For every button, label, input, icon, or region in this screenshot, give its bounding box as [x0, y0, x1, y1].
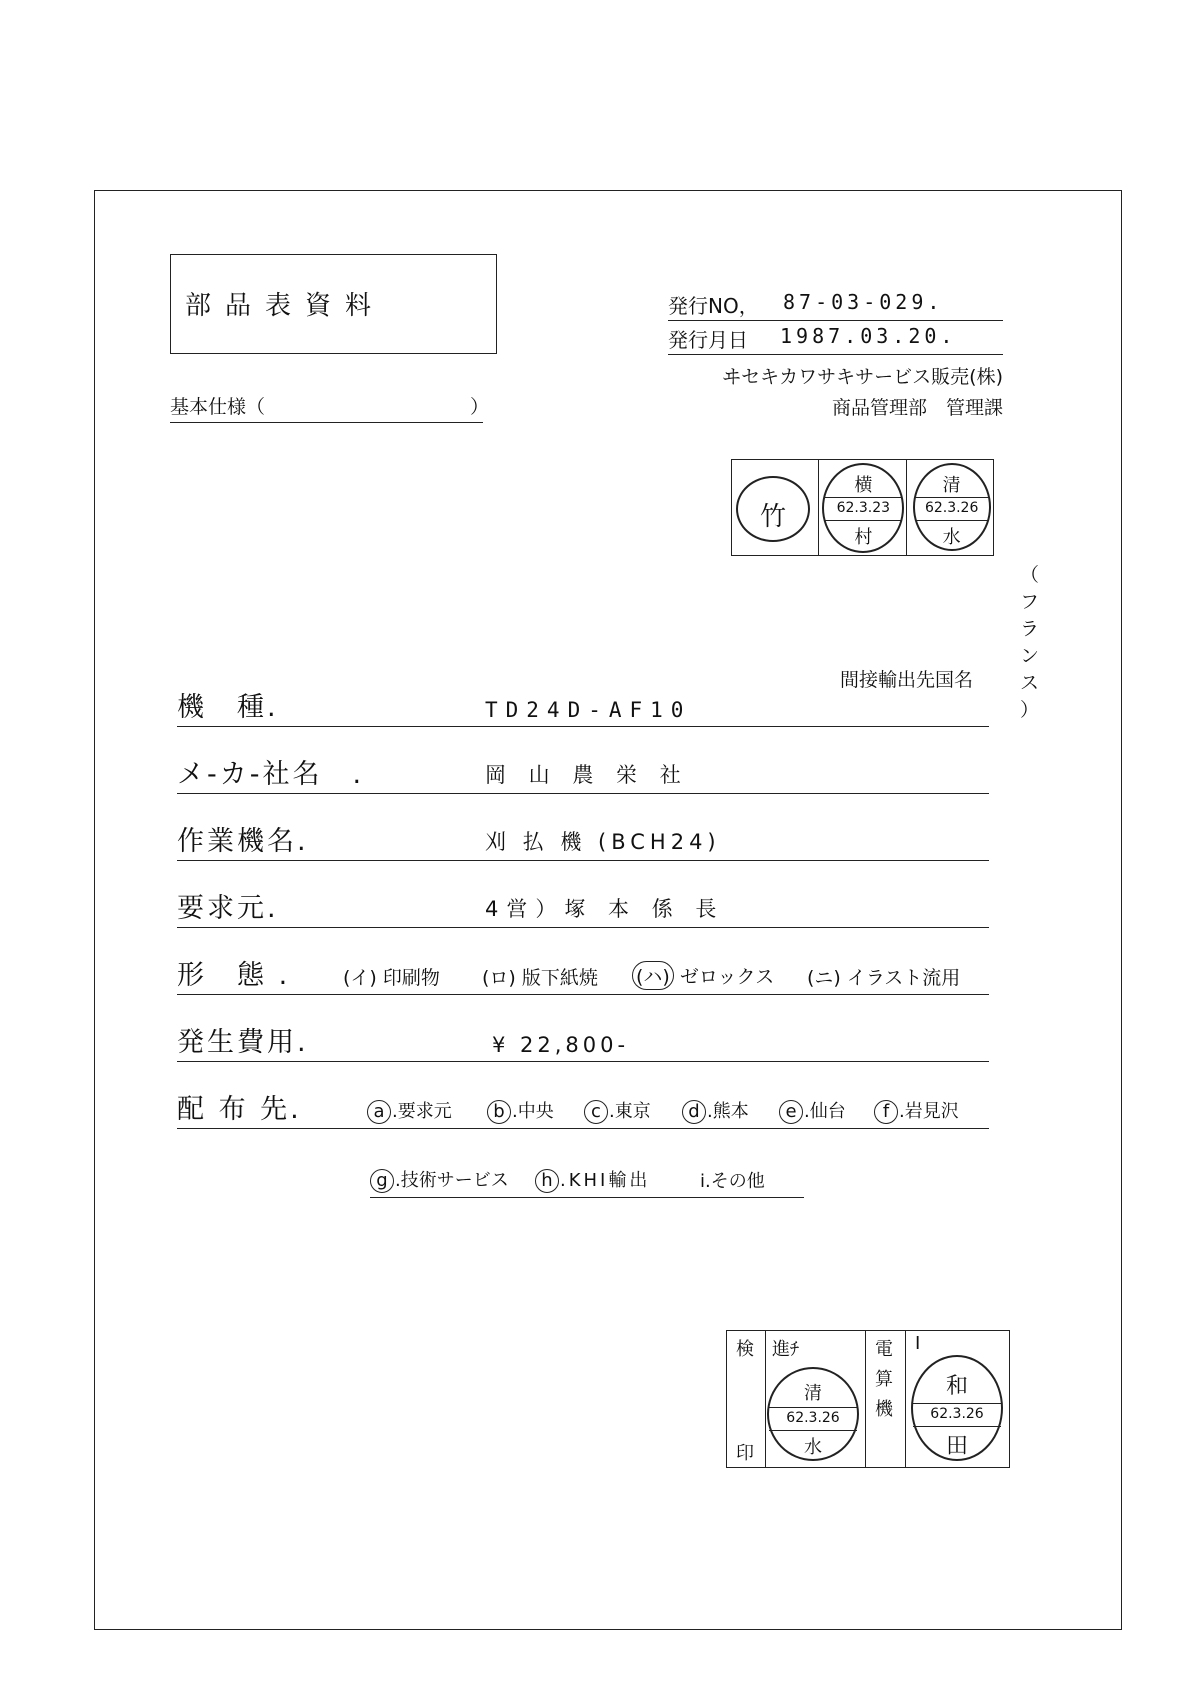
computer-label-3: 機 — [875, 1399, 893, 1420]
requester-label: 要求元. — [177, 893, 279, 924]
basic-spec-close: ） — [470, 396, 490, 418]
cost-row — [177, 1025, 989, 1062]
approval-stamp-cell-1 — [732, 460, 819, 555]
distribution-option: b .中央 — [487, 1097, 554, 1124]
circled-letter: f — [874, 1100, 898, 1124]
work-machine-row — [177, 824, 989, 861]
model-value: TD24D-AF10 — [485, 698, 692, 722]
issue-date-value: 1987.03.20. — [780, 324, 957, 348]
issue-date-label: 発行月日 — [668, 328, 748, 352]
date-stamp — [822, 463, 904, 553]
computer-date-stamp: 和 62.3.26 田 — [911, 1355, 1003, 1461]
distribution-option: f .岩見沢 — [874, 1097, 959, 1124]
computer-label-2: 算 — [875, 1369, 893, 1390]
date-stamp-bottom: 村 — [854, 527, 873, 548]
issue-number-line — [668, 288, 1003, 321]
form-option-print — [343, 963, 440, 990]
approval-stamp-cell-2 — [819, 460, 906, 555]
distribution-option: h .KHI輸出 — [535, 1166, 650, 1193]
issue-number-label: 発行NO， — [668, 294, 759, 318]
work-machine-value: 刈 払 機 (BCH24) — [485, 830, 721, 854]
maker-row — [177, 757, 989, 794]
computer-label-1: 電 — [875, 1339, 893, 1360]
date-stamp-top: 横 — [854, 475, 873, 496]
distribution-option: i.その他 — [700, 1171, 765, 1192]
circled-letter: e — [779, 1100, 803, 1124]
cost-label: 発生費用. — [177, 1027, 309, 1058]
date-stamp-date: 62.3.26 — [924, 500, 979, 516]
progress-date-stamp: 清 62.3.26 水 — [767, 1367, 859, 1461]
circled-letter: h — [535, 1169, 559, 1193]
approval-stamp-table — [731, 459, 994, 556]
distribution-option: e .仙台 — [779, 1097, 846, 1124]
requester-value: 4営）塚 本 係 長 — [485, 897, 725, 921]
form-label: 形 態 . — [177, 960, 291, 991]
model-label: 機 種. — [177, 692, 279, 723]
company-name: ヰセキカワサキサービス販売(株) — [722, 366, 1003, 388]
work-machine-label: 作業機名. — [177, 826, 309, 857]
issue-number-value: 87-03-029. — [783, 290, 944, 314]
distribution-option: g .技術サービス — [370, 1166, 509, 1193]
progress-label: 進ﾁ — [772, 1339, 799, 1360]
form-option-xerox-selected — [632, 961, 774, 990]
form-option-text: 印刷物 — [382, 967, 440, 989]
date-stamp-date: 62.3.23 — [836, 500, 891, 516]
distribution-label: 配 布 先. — [177, 1094, 302, 1125]
title-box — [170, 254, 497, 354]
form-option-mark: (ロ) — [482, 967, 516, 989]
approval-stamp-cell-3 — [907, 460, 993, 555]
form-option-mark: (ニ) — [807, 967, 841, 989]
cost-value: ¥ 22,800- — [492, 1033, 630, 1057]
inspection-label-bottom: 印 — [736, 1443, 754, 1464]
date-stamp-top: 清 — [942, 475, 961, 496]
inspection-table — [726, 1330, 1010, 1468]
distribution-option: c .東京 — [584, 1097, 651, 1124]
seal-stamp — [736, 476, 810, 542]
maker-value: 岡 山 農 栄 社 — [485, 763, 689, 787]
document-title: 部品表資料 — [185, 291, 386, 321]
form-option-mark: (イ) — [343, 967, 377, 989]
distribution-row-2 — [370, 1165, 804, 1198]
seal-stamp-text: 竹 — [759, 502, 786, 532]
computer-mark: I — [915, 1333, 921, 1354]
distribution-row — [177, 1092, 989, 1129]
form-option-illustration — [807, 963, 960, 990]
export-country-value: （ フランス ） — [1020, 564, 1040, 721]
circled-letter: a — [367, 1100, 391, 1124]
form-row — [177, 958, 989, 995]
department-name: 商品管理部 管理課 — [831, 397, 1003, 419]
form-option-text: 版下紙焼 — [521, 967, 598, 989]
basic-spec-label: 基本仕様（ — [170, 396, 266, 418]
distribution-option: a .要求元 — [367, 1097, 452, 1124]
circled-letter: d — [682, 1100, 706, 1124]
form-option-plate — [482, 963, 598, 990]
date-stamp-bottom: 水 — [942, 527, 961, 548]
issue-date-line — [668, 322, 1003, 355]
form-option-text: イラスト流用 — [846, 967, 961, 989]
distribution-option: d .熊本 — [682, 1097, 749, 1124]
form-option-text: ゼロックス — [679, 966, 775, 988]
circled-letter: c — [584, 1100, 608, 1124]
inspection-label-top: 検 — [736, 1339, 754, 1360]
basic-spec-field — [170, 392, 490, 423]
requester-row — [177, 891, 989, 928]
selected-circle-mark: (ハ) — [632, 961, 674, 990]
export-country-heading: 間接輸出先国名 — [840, 669, 974, 691]
maker-label: メ-カ-社名 . — [177, 759, 365, 790]
circled-letter: b — [487, 1100, 511, 1124]
circled-letter: g — [370, 1169, 394, 1193]
date-stamp — [913, 463, 991, 551]
